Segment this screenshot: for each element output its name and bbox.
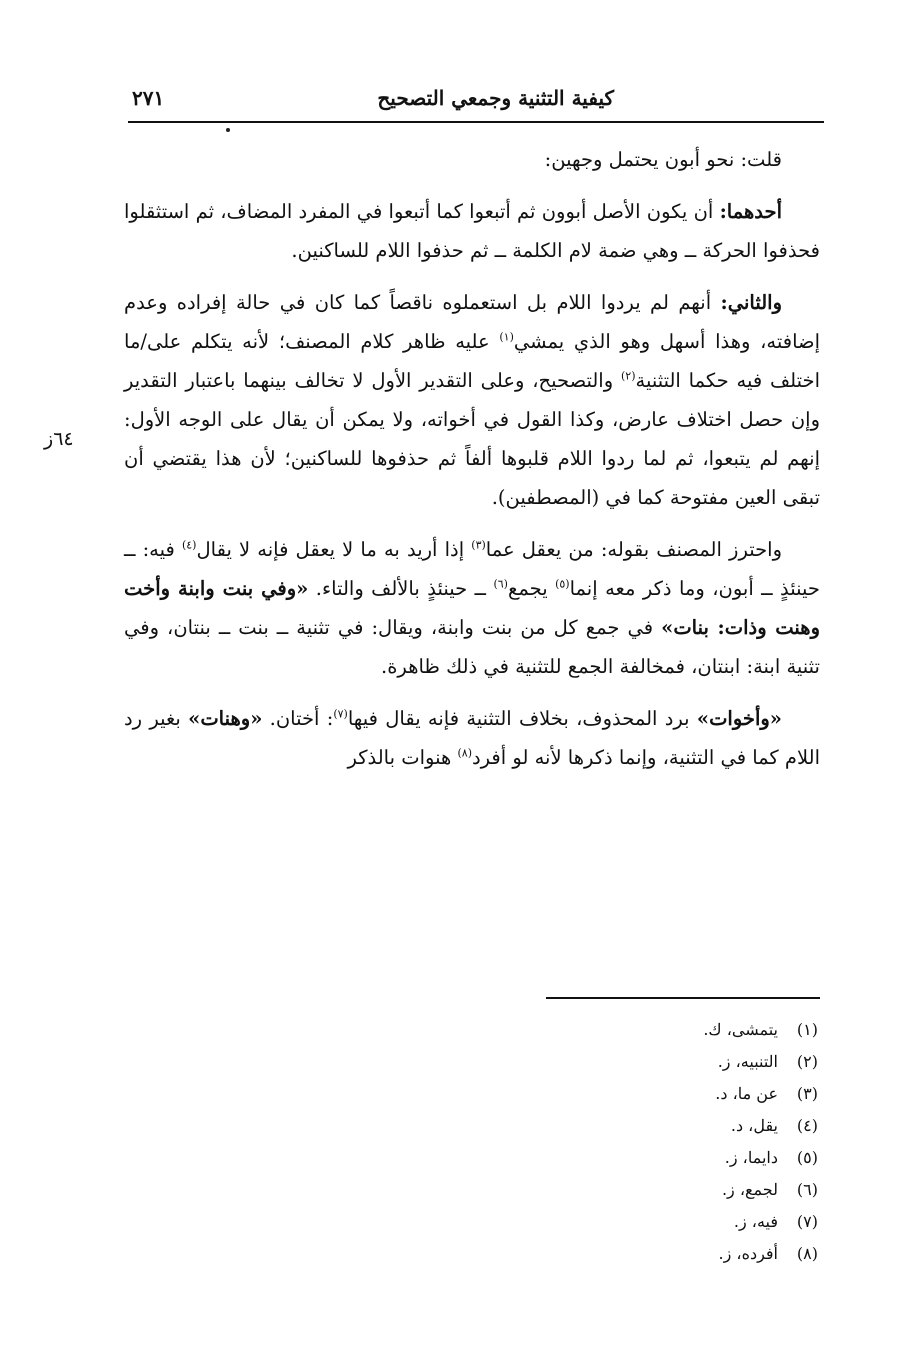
paragraph-text: أنهم لم يردوا اللام بل استعملوه ناقصاً كما كان في حالة إفراده وعدم إضافته، وهذا أسهل وهو الذي يمشي [124, 291, 820, 353]
quoted-matn: «وهنات» [188, 707, 263, 730]
paragraph-lead: والثاني: [720, 291, 782, 314]
footnote-ref[interactable]: (٥) [555, 577, 570, 591]
footnote [558, 1078, 818, 1110]
footnote-number: (١) [796, 1020, 818, 1039]
paragraph-text: برد المحذوف، بخلاف التثنية فإنه يقال فيها [347, 707, 697, 730]
footnote-number: (٥) [796, 1148, 818, 1167]
footnote-number: (٤) [796, 1116, 818, 1135]
paragraph-text: ــ حينئذٍ بالألف والتاء. [308, 577, 494, 600]
paragraph-5 [124, 699, 820, 777]
footnote-text: دايما، ز. [724, 1148, 778, 1167]
footnote [558, 1238, 818, 1270]
footnote-text: يقل، د. [730, 1116, 778, 1135]
main-text [124, 140, 820, 790]
paragraph-text: بغير رد اللام كما في التثنية، وإنما ذكرها لأنه لو أفرد [124, 707, 820, 769]
page-number: ٢٧١ [132, 86, 165, 110]
footnote-number: (٧) [796, 1212, 818, 1231]
footnote-number: (٣) [796, 1084, 818, 1103]
quoted-matn: «وأخوات» [696, 707, 782, 730]
footnote-text: أفرده، ز. [718, 1244, 778, 1263]
page-header [128, 84, 824, 124]
paragraph-text: والتصحيح، وعلى التقدير الأول لا تخالف بينهما باعتبار التقدير وإن حصل اختلاف عارض، وكذا القول في أخواته، ولا يمكن أن يقال على الوجه الأول: إنهم لم يتبعوا، ثم لما ردوا اللام قلبوها ألفاً ثم حذفوها للساكنين؛ لأن هذا يقتضي أن تبقى العين مفتوحة كما في (المصطفين). [124, 369, 820, 509]
paragraph-lead: أحدهما: [719, 200, 782, 223]
footnote-text: لجمع، ز. [721, 1180, 778, 1199]
paragraph-4 [124, 530, 820, 686]
footnote-text: عن ما، د. [715, 1084, 778, 1103]
footnote-text: يتمشى، ك. [703, 1020, 778, 1039]
paragraph-1 [124, 140, 820, 179]
ink-dot [226, 128, 230, 132]
paragraph-text: : أختان. [262, 707, 334, 730]
footnote-ref[interactable]: (٨) [457, 746, 472, 760]
footnote [558, 1206, 818, 1238]
paragraph-text: إذا أريد به ما لا يعقل فإنه لا يقال [196, 538, 472, 561]
paragraph-text: واحترز المصنف بقوله: من يعقل عما [485, 538, 782, 561]
footnote-text: التنبيه، ز. [717, 1052, 778, 1071]
paragraph-2 [124, 192, 820, 270]
margin-folio-note: ٦٤ز [44, 428, 74, 450]
paragraph-text: عليه ظاهر كلام المصنف؛ لأنه يتكلم على/ما اختلف فيه حكما التثنية [124, 330, 820, 392]
footnote-rule [546, 997, 820, 999]
paragraph-3 [124, 283, 820, 517]
footnote-number: (٨) [796, 1244, 818, 1263]
footnote [558, 1174, 818, 1206]
footnote-ref[interactable]: (١) [499, 330, 514, 344]
footnote-ref[interactable]: (٢) [620, 369, 636, 383]
footnote [558, 1110, 818, 1142]
paragraph-text: هنوات بالذكر [347, 746, 458, 769]
footnotes [558, 1014, 818, 1270]
footnote-ref[interactable]: (٧) [333, 707, 348, 721]
footnote [558, 1014, 818, 1046]
footnote [558, 1142, 818, 1174]
footnote-ref[interactable]: (٤) [181, 538, 197, 552]
footnote-text: فيه، ز. [733, 1212, 778, 1231]
paragraph-text: يجمع [507, 577, 556, 600]
quoted-matn: «وفي بنت وابنة وأخت وهنت وذات: بنات» [124, 577, 820, 639]
footnote-number: (٦) [796, 1180, 818, 1199]
paragraph-text: فيه: ــ حينئذٍ ــ أبون، وما ذكر معه إنما [124, 538, 820, 600]
footnote-ref[interactable]: (٦) [493, 577, 508, 591]
running-title: كيفية التثنية وجمعي التصحيح [377, 86, 614, 110]
paragraph-text: أن يكون الأصل أبوون ثم أتبعوا كما أتبعوا في المفرد المضاف، ثم استثقلوا فحذفوا الحركة ــ وهي ضمة لام الكلمة ــ ثم حذفوا اللام للساكنين. [124, 200, 820, 262]
paragraph-text: قلت: نحو أبون يحتمل وجهين: [544, 148, 782, 171]
paragraph-text: في جمع كل من بنت وابنة، ويقال: في تثنية ــ بنت ــ بنتان، وفي تثنية ابنة: ابنتان، فمخالفة الجمع للتثنية في ذلك ظاهرة. [124, 616, 820, 678]
header-rule [128, 121, 824, 123]
footnote-number: (٢) [796, 1052, 818, 1071]
footnote-ref[interactable]: (٣) [471, 538, 486, 552]
footnote [558, 1046, 818, 1078]
